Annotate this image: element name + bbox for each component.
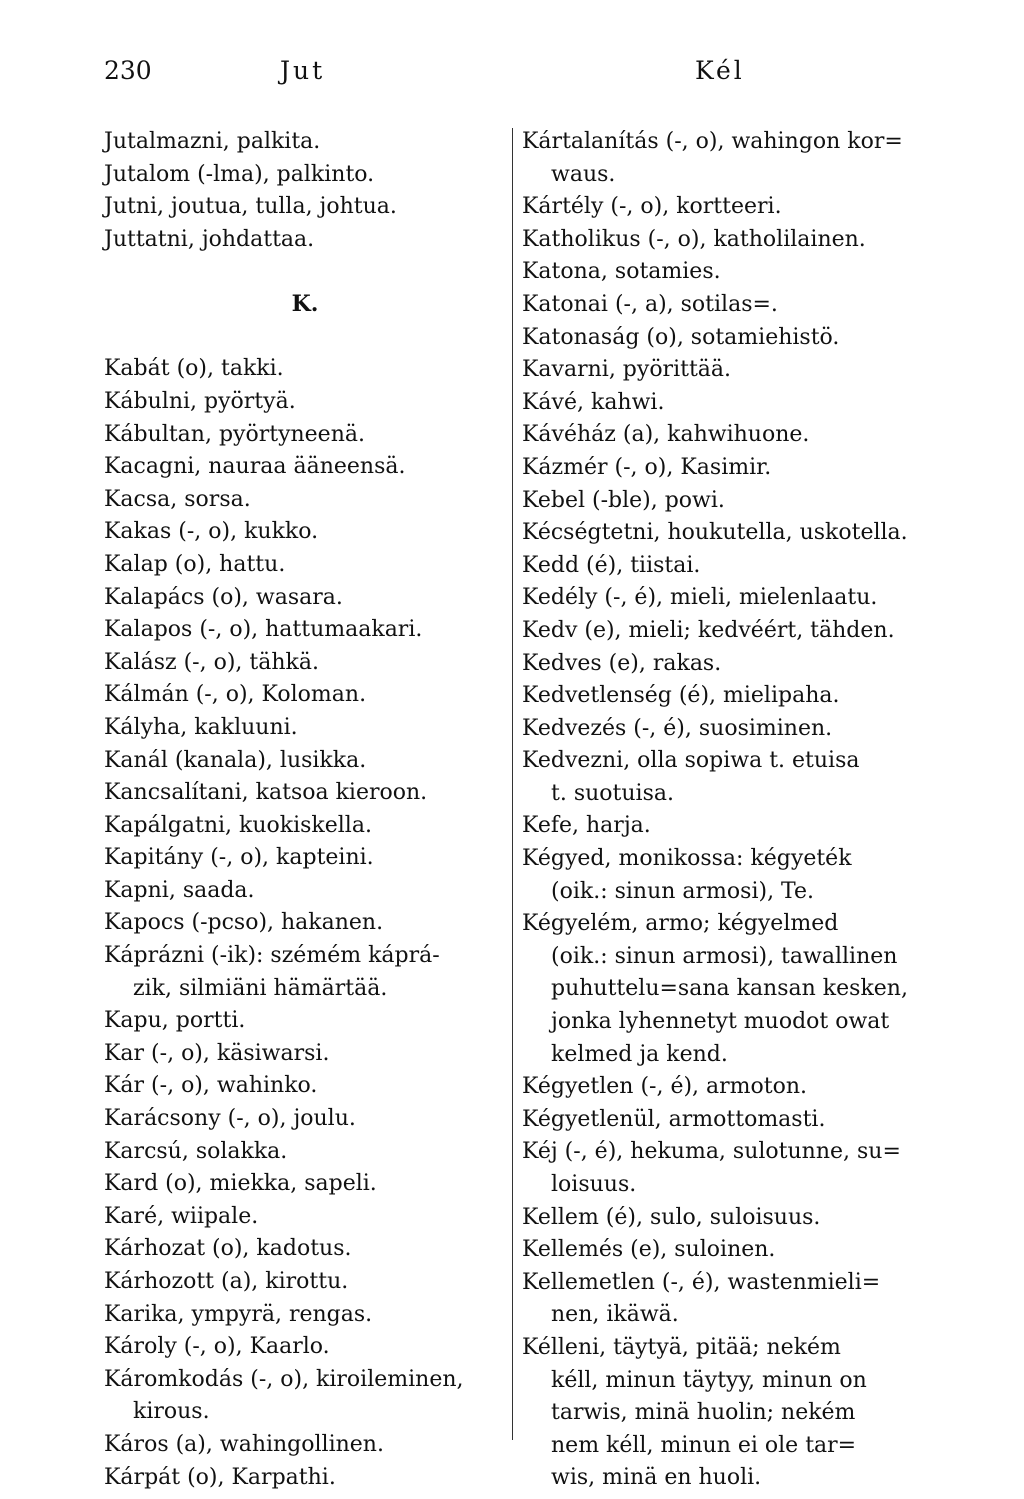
dictionary-entry: [104, 777, 506, 810]
column-divider: [512, 128, 513, 1440]
entry-continuation: nen, ikäwä.: [551, 1302, 679, 1328]
entry-headline: Kapálgatni, kuokiskella.: [104, 812, 372, 838]
dictionary-entry: [522, 387, 926, 420]
entry-headline: Jutalmazni, palkita.: [104, 129, 321, 154]
dictionary-entry: [104, 1136, 506, 1169]
entry-headline: Karika, ympyrä, rengas.: [104, 1301, 373, 1327]
dictionary-entry: [104, 1364, 506, 1429]
entry-headline: Kapu, portti.: [104, 1008, 246, 1034]
dictionary-entry: [104, 647, 506, 680]
dictionary-entry: [522, 1136, 926, 1201]
entry-headline: Káromkodás (-, o), kiroileminen,: [104, 1366, 464, 1392]
entry-headline: Kar (-, o), käsiwarsi.: [104, 1040, 330, 1066]
entry-headline: Katona, sotamies.: [522, 259, 721, 285]
dictionary-entry: [522, 550, 926, 583]
dictionary-entry: [104, 907, 506, 940]
dictionary-entry: [522, 713, 926, 746]
entry-headline: Kedv (e), mieli; kedvéért, tähden.: [522, 617, 895, 643]
entry-headline: Kedvezni, olla sopiwa t. etuisa: [522, 748, 860, 774]
entry-headline: Kázmér (-, o), Kasimir.: [522, 454, 772, 480]
entry-headline: Kárpát (o), Karpathi.: [104, 1464, 336, 1490]
dictionary-entry: [522, 485, 926, 518]
dictionary-entry: [522, 354, 926, 387]
entry-headline: Kábulni, pyörtyä.: [104, 388, 296, 414]
entry-headline: Kálmán (-, o), Koloman.: [104, 682, 367, 708]
entry-continuation: wis, minä en huoli.: [551, 1465, 762, 1491]
entry-headline: Karácsony (-, o), joulu.: [104, 1106, 356, 1132]
entry-continuation: nem kéll, minun ei ole tar=: [551, 1432, 857, 1458]
right-column: [522, 126, 926, 1495]
entry-headline: Kedvetlenség (é), mielipaha.: [522, 683, 840, 709]
entry-headline: Kebel (-ble), powi.: [522, 487, 725, 513]
dictionary-entry: [104, 582, 506, 615]
entry-continuation: kirous.: [133, 1399, 210, 1425]
entry-headline: Kedély (-, é), mieli, mielenlaatu.: [522, 585, 878, 611]
dictionary-entry: [104, 1005, 506, 1038]
dictionary-entry: [104, 1201, 506, 1234]
dictionary-entry: [104, 1168, 506, 1201]
entry-headline: Kártalanítás (-, o), wahingon kor=: [522, 129, 903, 154]
entry-headline: Káros (a), wahingollinen.: [104, 1431, 384, 1457]
dictionary-entry: [104, 419, 506, 452]
dictionary-entry: [522, 745, 926, 810]
right-entries: [522, 126, 926, 1495]
entry-headline: Kalap (o), hattu.: [104, 551, 286, 577]
entry-headline: Káprázni (-ik): szémém káprá-: [104, 943, 440, 969]
dictionary-entry: [522, 1332, 926, 1495]
entry-headline: Kancsalítani, katsoa kieroon.: [104, 780, 428, 806]
dictionary-entry: [104, 353, 506, 386]
entry-headline: Kécségtetni, houkutella, uskotella.: [522, 520, 908, 546]
left-guide-word: Jut: [280, 56, 326, 85]
entry-headline: Kár (-, o), wahinko.: [104, 1073, 318, 1099]
entry-continuation: zik, silmiäni hämärtää.: [133, 975, 388, 1001]
dictionary-entry: [104, 679, 506, 712]
entry-headline: Kégyetlen (-, é), armoton.: [522, 1074, 808, 1100]
dictionary-entry: [104, 614, 506, 647]
entry-continuation: (oik.: sinun armosi), Te.: [551, 878, 815, 904]
entry-headline: Kedves (e), rakas.: [522, 650, 722, 676]
dictionary-entry: [104, 1266, 506, 1299]
dictionary-entry: [522, 289, 926, 322]
dictionary-entry: [104, 1299, 506, 1332]
section-letter: K.: [291, 291, 319, 318]
page-number: 230: [104, 56, 152, 85]
entry-headline: Kalapács (o), wasara.: [104, 584, 343, 610]
dictionary-entry: [522, 1104, 926, 1137]
dictionary-entry: [522, 419, 926, 452]
entry-headline: Kalász (-, o), tähkä.: [104, 649, 319, 675]
dictionary-entry: [104, 875, 506, 908]
dictionary-entry: [104, 940, 506, 1005]
entry-continuation: waus.: [551, 161, 616, 187]
entry-headline: Károly (-, o), Kaarlo.: [104, 1334, 330, 1360]
entry-headline: Kégyetlenül, armottomasti.: [522, 1106, 826, 1132]
entry-headline: Katonai (-, a), sotilas=.: [522, 291, 778, 317]
entry-headline: Kellemetlen (-, é), wastenmieli=: [522, 1269, 881, 1295]
dictionary-entry: [104, 842, 506, 875]
entry-headline: Kártély (-, o), kortteeri.: [522, 194, 782, 220]
entry-continuation: puhuttelu=sana kansan kesken,: [551, 976, 908, 1002]
dictionary-entry: [104, 549, 506, 582]
dictionary-entry: [104, 1233, 506, 1266]
entry-headline: Kábultan, pyörtyneenä.: [104, 421, 365, 447]
entry-headline: Juttatni, johdattaa.: [104, 226, 315, 252]
entry-headline: Kégyed, monikossa: kégyeték: [522, 846, 852, 872]
section-letter-heading: [104, 256, 506, 353]
entry-headline: Kavarni, pyörittää.: [522, 357, 732, 383]
dictionary-entry: [104, 516, 506, 549]
dictionary-entry: [522, 517, 926, 550]
dictionary-entry: [522, 680, 926, 713]
dictionary-entry: [104, 1462, 506, 1495]
right-guide-word: Kél: [695, 56, 745, 85]
entry-headline: Kávéház (a), kahwihuone.: [522, 422, 810, 448]
entry-continuation: tarwis, minä huolin; nekém: [551, 1400, 856, 1426]
entry-headline: Kefe, harja.: [522, 813, 651, 839]
entry-headline: Kacsa, sorsa.: [104, 486, 251, 512]
entry-headline: Kakas (-, o), kukko.: [104, 519, 319, 545]
dictionary-entry: [104, 745, 506, 778]
running-header: [0, 56, 1024, 96]
dictionary-entry: [522, 908, 926, 1071]
dictionary-entry: [522, 843, 926, 908]
left-bottom-entries: [104, 353, 506, 1494]
dictionary-entry: [522, 615, 926, 648]
entry-headline: Kalapos (-, o), hattumaakari.: [104, 617, 423, 643]
left-column: [104, 126, 506, 1494]
entry-continuation: jonka lyhennetyt muodot owat: [551, 1009, 890, 1035]
dictionary-entry: [522, 1071, 926, 1104]
dictionary-entry: [104, 484, 506, 517]
entry-continuation: loisuus.: [551, 1172, 637, 1197]
dictionary-entry: [104, 159, 506, 192]
entry-headline: Katholikus (-, o), katholilainen.: [522, 226, 866, 252]
dictionary-entry: [104, 1429, 506, 1462]
entry-headline: Kapitány (-, o), kapteini.: [104, 845, 374, 871]
dictionary-entry: [104, 1331, 506, 1364]
entry-headline: Kanál (kanala), lusikka.: [104, 747, 367, 773]
dictionary-entry: [104, 1038, 506, 1071]
dictionary-entry: [522, 322, 926, 355]
dictionary-entry: [104, 386, 506, 419]
dictionary-entry: [522, 582, 926, 615]
entry-headline: Kedvezés (-, é), suosiminen.: [522, 715, 833, 741]
entry-headline: Kárhozat (o), kadotus.: [104, 1236, 352, 1262]
entry-headline: Jutni, joutua, tulla, johtua.: [104, 194, 397, 220]
dictionary-entry: [104, 1103, 506, 1136]
dictionary-entry: [522, 1267, 926, 1332]
dictionary-entry: [104, 1070, 506, 1103]
entry-headline: Kárhozott (a), kirottu.: [104, 1269, 349, 1294]
entry-headline: Jutalom (-lma), palkinto.: [104, 161, 375, 187]
entry-headline: Karé, wiipale.: [104, 1203, 259, 1229]
entry-headline: Karcsú, solakka.: [104, 1138, 288, 1164]
dictionary-entry: [522, 648, 926, 681]
dictionary-entry: [104, 810, 506, 843]
dictionary-entry: [104, 126, 506, 159]
entry-headline: Kapocs (-pcso), hakanen.: [104, 910, 384, 936]
dictionary-entry: [104, 191, 506, 224]
dictionary-entry: [104, 712, 506, 745]
entry-headline: Kacagni, nauraa ääneensä.: [104, 454, 406, 480]
dictionary-entry: [522, 1202, 926, 1235]
entry-headline: Kellem (é), sulo, suloisuus.: [522, 1204, 821, 1230]
dictionary-entry: [522, 810, 926, 843]
entry-headline: Kályha, kakluuni.: [104, 714, 298, 740]
dictionary-entry: [522, 256, 926, 289]
dictionary-entry: [522, 224, 926, 257]
dictionary-entry: [104, 451, 506, 484]
entry-headline: Kellemés (e), suloinen.: [522, 1237, 776, 1263]
entry-headline: Katonaság (o), sotamiehistö.: [522, 324, 840, 350]
entry-headline: Kabát (o), takki.: [104, 356, 284, 382]
entry-continuation: kelmed ja kend.: [551, 1041, 728, 1067]
left-top-entries: [104, 126, 506, 256]
dictionary-entry: [104, 224, 506, 257]
entry-headline: Kard (o), miekka, sapeli.: [104, 1171, 377, 1197]
dictionary-entry: [522, 191, 926, 224]
entry-continuation: kéll, minun täytyy, minun on: [551, 1367, 867, 1393]
entry-headline: Kávé, kahwi.: [522, 389, 665, 415]
entry-continuation: t. suotuisa.: [551, 780, 674, 806]
entry-headline: Kégyelém, armo; kégyelmed: [522, 911, 839, 937]
dictionary-entry: [522, 452, 926, 485]
entry-headline: Kéj (-, é), hekuma, sulotunne, su=: [522, 1139, 901, 1165]
dictionary-entry: [522, 1234, 926, 1267]
entry-headline: Kapni, saada.: [104, 877, 255, 903]
entry-headline: Kélleni, täytyä, pitää; nekém: [522, 1334, 841, 1360]
entry-continuation: (oik.: sinun armosi), tawallinen: [551, 943, 898, 969]
entry-headline: Kedd (é), tiistai.: [522, 552, 701, 578]
dictionary-entry: [522, 126, 926, 191]
